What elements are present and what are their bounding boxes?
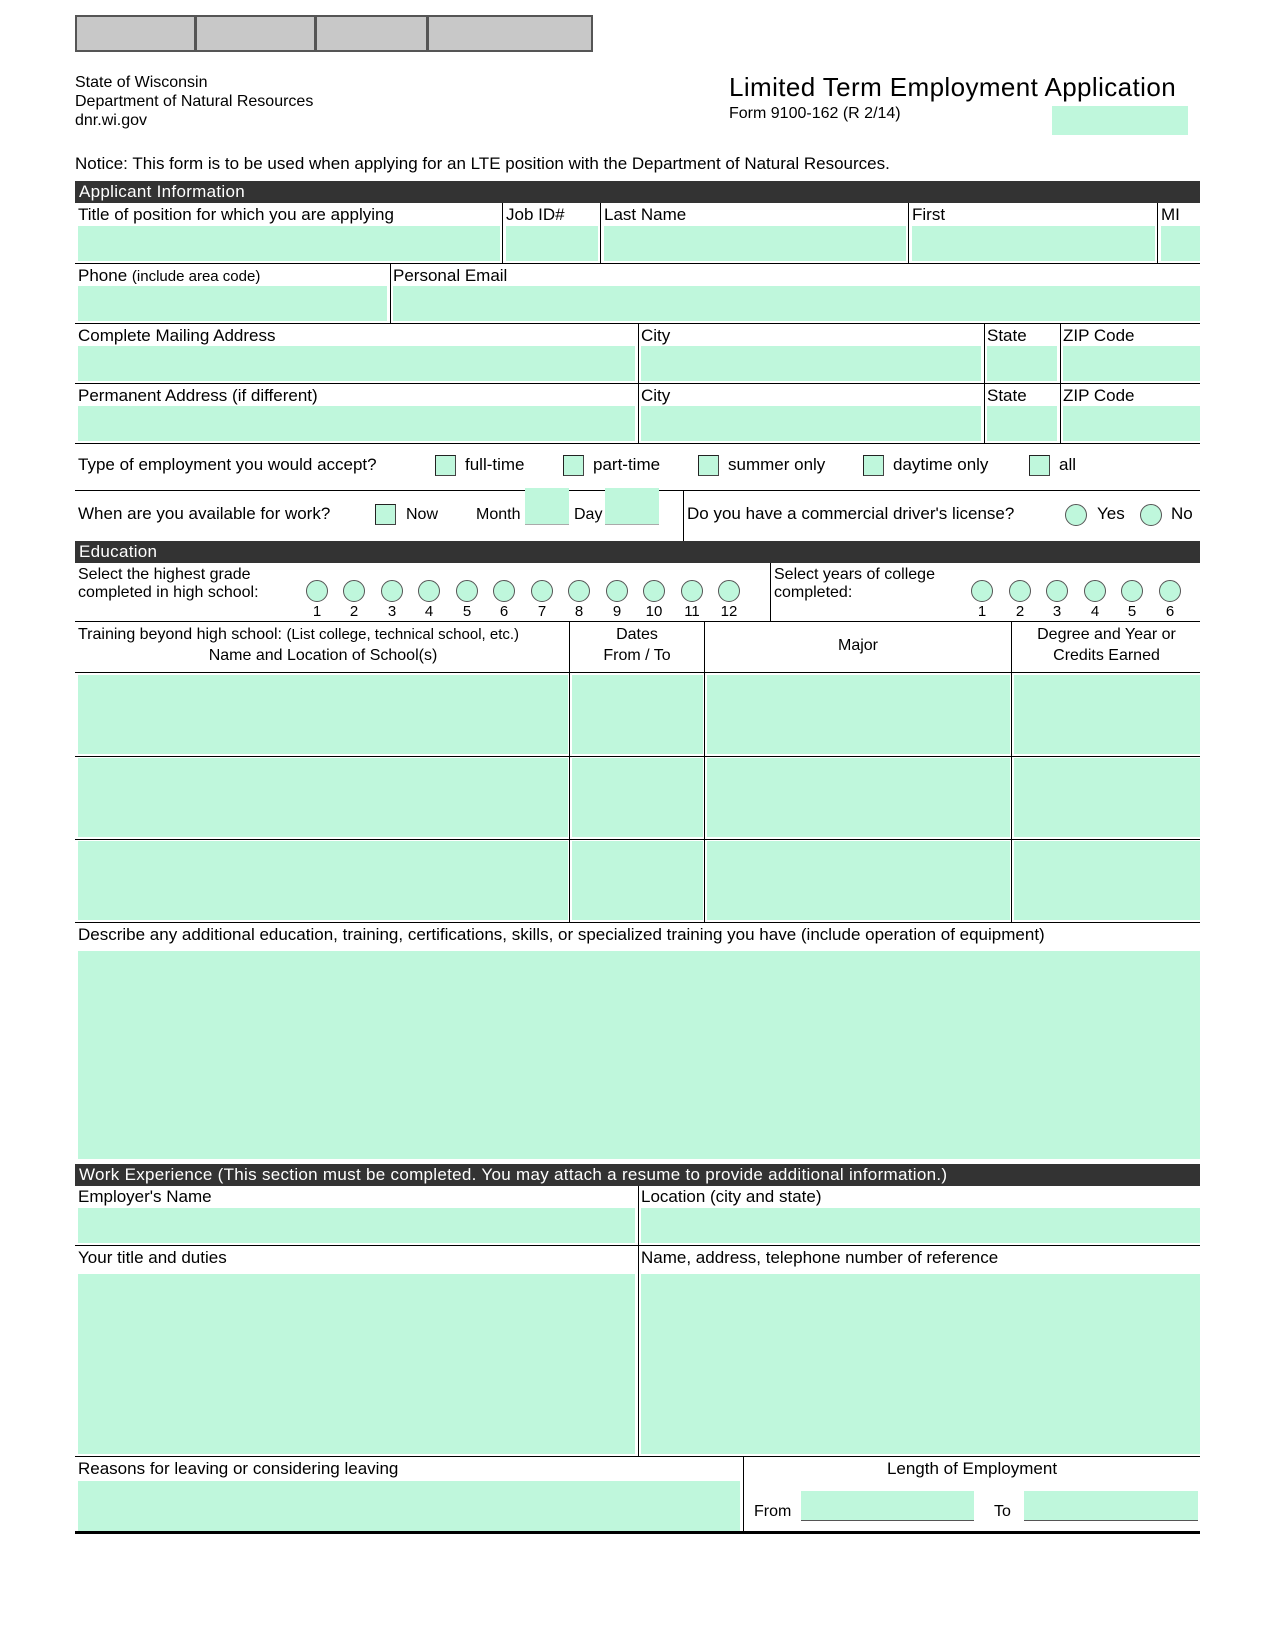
permanent-address-label: Permanent Address (if different) bbox=[78, 386, 318, 405]
degree-input-1[interactable] bbox=[1014, 675, 1200, 754]
phone-input[interactable] bbox=[78, 286, 387, 321]
major-input-2[interactable] bbox=[707, 758, 1010, 837]
additional-education-input[interactable] bbox=[78, 951, 1200, 1159]
college-5-radio[interactable] bbox=[1121, 580, 1143, 602]
college-2-label: 2 bbox=[1015, 603, 1025, 620]
grade-4-label: 4 bbox=[424, 603, 434, 620]
phone-label: Phone (include area code) bbox=[78, 266, 261, 285]
grade-4-radio[interactable] bbox=[418, 580, 440, 602]
dates-header-1: Dates bbox=[616, 626, 658, 643]
degree-header-2: Credits Earned bbox=[1053, 647, 1160, 664]
cdl-yes-radio[interactable] bbox=[1065, 504, 1087, 526]
title-duties-label: Your title and duties bbox=[78, 1248, 227, 1267]
college-5-label: 5 bbox=[1127, 603, 1137, 620]
title-duties-input[interactable] bbox=[78, 1274, 635, 1454]
cdl-yes-label: Yes bbox=[1097, 504, 1125, 523]
highest-grade-label-1: Select the highest grade bbox=[78, 566, 251, 583]
permanent-state-label: State bbox=[987, 386, 1027, 405]
grade-2-label: 2 bbox=[349, 603, 359, 620]
school-input-2[interactable] bbox=[78, 758, 568, 837]
toolbar-button-2[interactable] bbox=[195, 15, 315, 52]
first-name-input[interactable] bbox=[912, 226, 1155, 261]
degree-input-3[interactable] bbox=[1014, 841, 1200, 920]
major-header: Major bbox=[837, 637, 878, 654]
full-time-checkbox[interactable] bbox=[435, 455, 456, 476]
college-6-label: 6 bbox=[1165, 603, 1175, 620]
email-input[interactable] bbox=[393, 286, 1200, 321]
reference-input[interactable] bbox=[641, 1274, 1200, 1454]
reasons-leaving-input[interactable] bbox=[78, 1481, 740, 1531]
school-input-3[interactable] bbox=[78, 841, 568, 920]
all-checkbox[interactable] bbox=[1029, 455, 1050, 476]
grade-7-label: 7 bbox=[537, 603, 547, 620]
part-time-checkbox[interactable] bbox=[563, 455, 584, 476]
permanent-state-input[interactable] bbox=[987, 406, 1057, 441]
training-header: Training beyond high school: (List college, technical school, etc.) bbox=[78, 626, 520, 643]
applicant-section-header: Applicant Information bbox=[75, 181, 1200, 203]
grade-5-radio[interactable] bbox=[456, 580, 478, 602]
grade-7-radio[interactable] bbox=[531, 580, 553, 602]
employer-name-label: Employer's Name bbox=[78, 1187, 212, 1206]
permanent-address-input[interactable] bbox=[78, 406, 635, 441]
college-3-radio[interactable] bbox=[1046, 580, 1068, 602]
mailing-state-label: State bbox=[987, 326, 1027, 345]
grade-10-label: 10 bbox=[645, 603, 663, 620]
job-id-input[interactable] bbox=[506, 226, 598, 261]
length-to-label: To bbox=[994, 1503, 1011, 1520]
reasons-leaving-label: Reasons for leaving or considering leaving bbox=[78, 1459, 399, 1478]
cdl-label: Do you have a commercial driver's license? bbox=[687, 504, 1015, 523]
all-label: all bbox=[1059, 455, 1077, 474]
college-years-label-2: completed: bbox=[774, 584, 853, 601]
grade-11-label: 11 bbox=[684, 603, 700, 620]
dates-input-1[interactable] bbox=[572, 675, 703, 754]
grade-3-label: 3 bbox=[387, 603, 397, 620]
dates-header-2: From / To bbox=[603, 647, 671, 664]
college-4-label: 4 bbox=[1090, 603, 1100, 620]
college-1-radio[interactable] bbox=[971, 580, 993, 602]
mailing-zip-input[interactable] bbox=[1063, 346, 1200, 381]
college-2-radio[interactable] bbox=[1009, 580, 1031, 602]
school-name-header: Name and Location of School(s) bbox=[208, 647, 438, 664]
employer-name-input[interactable] bbox=[78, 1208, 635, 1243]
college-4-radio[interactable] bbox=[1084, 580, 1106, 602]
toolbar-button-1[interactable] bbox=[75, 15, 195, 52]
available-now-checkbox[interactable] bbox=[375, 504, 396, 525]
major-input-3[interactable] bbox=[707, 841, 1010, 920]
employer-location-input[interactable] bbox=[641, 1208, 1200, 1243]
mailing-city-label: City bbox=[641, 326, 671, 345]
full-time-label: full-time bbox=[465, 455, 525, 474]
cdl-no-label: No bbox=[1171, 504, 1193, 523]
grade-1-radio[interactable] bbox=[306, 580, 328, 602]
daytime-only-label: daytime only bbox=[893, 455, 989, 474]
employer-location-label: Location (city and state) bbox=[641, 1187, 822, 1206]
dates-input-3[interactable] bbox=[572, 841, 703, 920]
grade-6-label: 6 bbox=[499, 603, 509, 620]
education-section-header: Education bbox=[75, 541, 1200, 563]
position-title-label: Title of position for which you are applying bbox=[78, 205, 394, 224]
length-to-input[interactable] bbox=[1024, 1491, 1198, 1521]
highest-grade-label-2: completed in high school: bbox=[78, 584, 259, 601]
toolbar-button-3[interactable] bbox=[315, 15, 427, 52]
middle-initial-label: MI bbox=[1161, 205, 1180, 224]
grade-12-label: 12 bbox=[720, 603, 738, 620]
form-number: Form 9100-162 (R 2/14) bbox=[729, 105, 901, 122]
part-time-label: part-time bbox=[593, 455, 661, 474]
now-label: Now bbox=[406, 506, 439, 523]
school-input-1[interactable] bbox=[78, 675, 568, 754]
cdl-no-radio[interactable] bbox=[1140, 504, 1162, 526]
agency-name: State of Wisconsin bbox=[75, 74, 208, 91]
summer-only-checkbox[interactable] bbox=[698, 455, 719, 476]
dates-input-2[interactable] bbox=[572, 758, 703, 837]
position-title-input[interactable] bbox=[78, 226, 500, 261]
grade-9-radio[interactable] bbox=[606, 580, 628, 602]
form-header-field[interactable] bbox=[1052, 106, 1188, 135]
email-label: Personal Email bbox=[393, 266, 508, 285]
mailing-zip-label: ZIP Code bbox=[1063, 326, 1135, 345]
month-input[interactable] bbox=[525, 488, 569, 525]
mailing-city-input[interactable] bbox=[641, 346, 981, 381]
college-1-label: 1 bbox=[977, 603, 987, 620]
grade-8-radio[interactable] bbox=[568, 580, 590, 602]
month-label: Month bbox=[476, 506, 521, 523]
toolbar-button-4[interactable] bbox=[427, 15, 593, 52]
work-section-header: Work Experience (This section must be completed. You may attach a resume to provide additional information.) bbox=[75, 1164, 1200, 1186]
availability-label: When are you available for work? bbox=[78, 504, 331, 523]
permanent-city-label: City bbox=[641, 386, 671, 405]
additional-education-label: Describe any additional education, training, certifications, skills, or specialized training you have (include operation of equipment) bbox=[78, 925, 1045, 944]
grade-8-label: 8 bbox=[574, 603, 584, 620]
college-3-label: 3 bbox=[1052, 603, 1062, 620]
day-label: Day bbox=[574, 506, 603, 523]
major-input-1[interactable] bbox=[707, 675, 1010, 754]
length-from-input[interactable] bbox=[801, 1491, 974, 1521]
reference-label: Name, address, telephone number of reference bbox=[641, 1248, 999, 1267]
grade-1-label: 1 bbox=[312, 603, 322, 620]
summer-only-label: summer only bbox=[728, 455, 826, 474]
first-name-label: First bbox=[912, 205, 946, 224]
day-input[interactable] bbox=[605, 488, 659, 525]
permanent-zip-label: ZIP Code bbox=[1063, 386, 1135, 405]
college-years-label-1: Select years of college bbox=[774, 566, 935, 583]
mailing-address-input[interactable] bbox=[78, 346, 635, 381]
permanent-zip-input[interactable] bbox=[1063, 406, 1200, 441]
grade-2-radio[interactable] bbox=[343, 580, 365, 602]
permanent-city-input[interactable] bbox=[641, 406, 981, 441]
degree-header-1: Degree and Year or bbox=[1037, 626, 1176, 643]
length-from-label: From bbox=[754, 1503, 792, 1520]
grade-6-radio[interactable] bbox=[493, 580, 515, 602]
job-id-label: Job ID# bbox=[506, 205, 565, 224]
last-name-input[interactable] bbox=[604, 226, 906, 261]
notice-text: Notice: This form is to be used when applying for an LTE position with the Department of Natural Resources. bbox=[75, 154, 890, 173]
daytime-only-checkbox[interactable] bbox=[863, 455, 884, 476]
last-name-label: Last Name bbox=[604, 205, 687, 224]
mailing-address-label: Complete Mailing Address bbox=[78, 326, 276, 345]
grade-12-radio[interactable] bbox=[718, 580, 740, 602]
grade-9-label: 9 bbox=[612, 603, 622, 620]
department-name: Department of Natural Resources bbox=[75, 93, 314, 110]
college-6-radio[interactable] bbox=[1159, 580, 1181, 602]
grade-10-radio[interactable] bbox=[643, 580, 665, 602]
degree-input-2[interactable] bbox=[1014, 758, 1200, 837]
grade-5-label: 5 bbox=[462, 603, 472, 620]
mailing-state-input[interactable] bbox=[987, 346, 1057, 381]
grade-11-radio[interactable] bbox=[681, 580, 703, 602]
agency-website: dnr.wi.gov bbox=[75, 112, 148, 129]
employment-type-label: Type of employment you would accept? bbox=[78, 455, 377, 474]
grade-3-radio[interactable] bbox=[381, 580, 403, 602]
length-employment-label: Length of Employment bbox=[886, 1459, 1058, 1478]
form-title: Limited Term Employment Application bbox=[729, 72, 1177, 102]
middle-initial-input[interactable] bbox=[1161, 226, 1200, 261]
